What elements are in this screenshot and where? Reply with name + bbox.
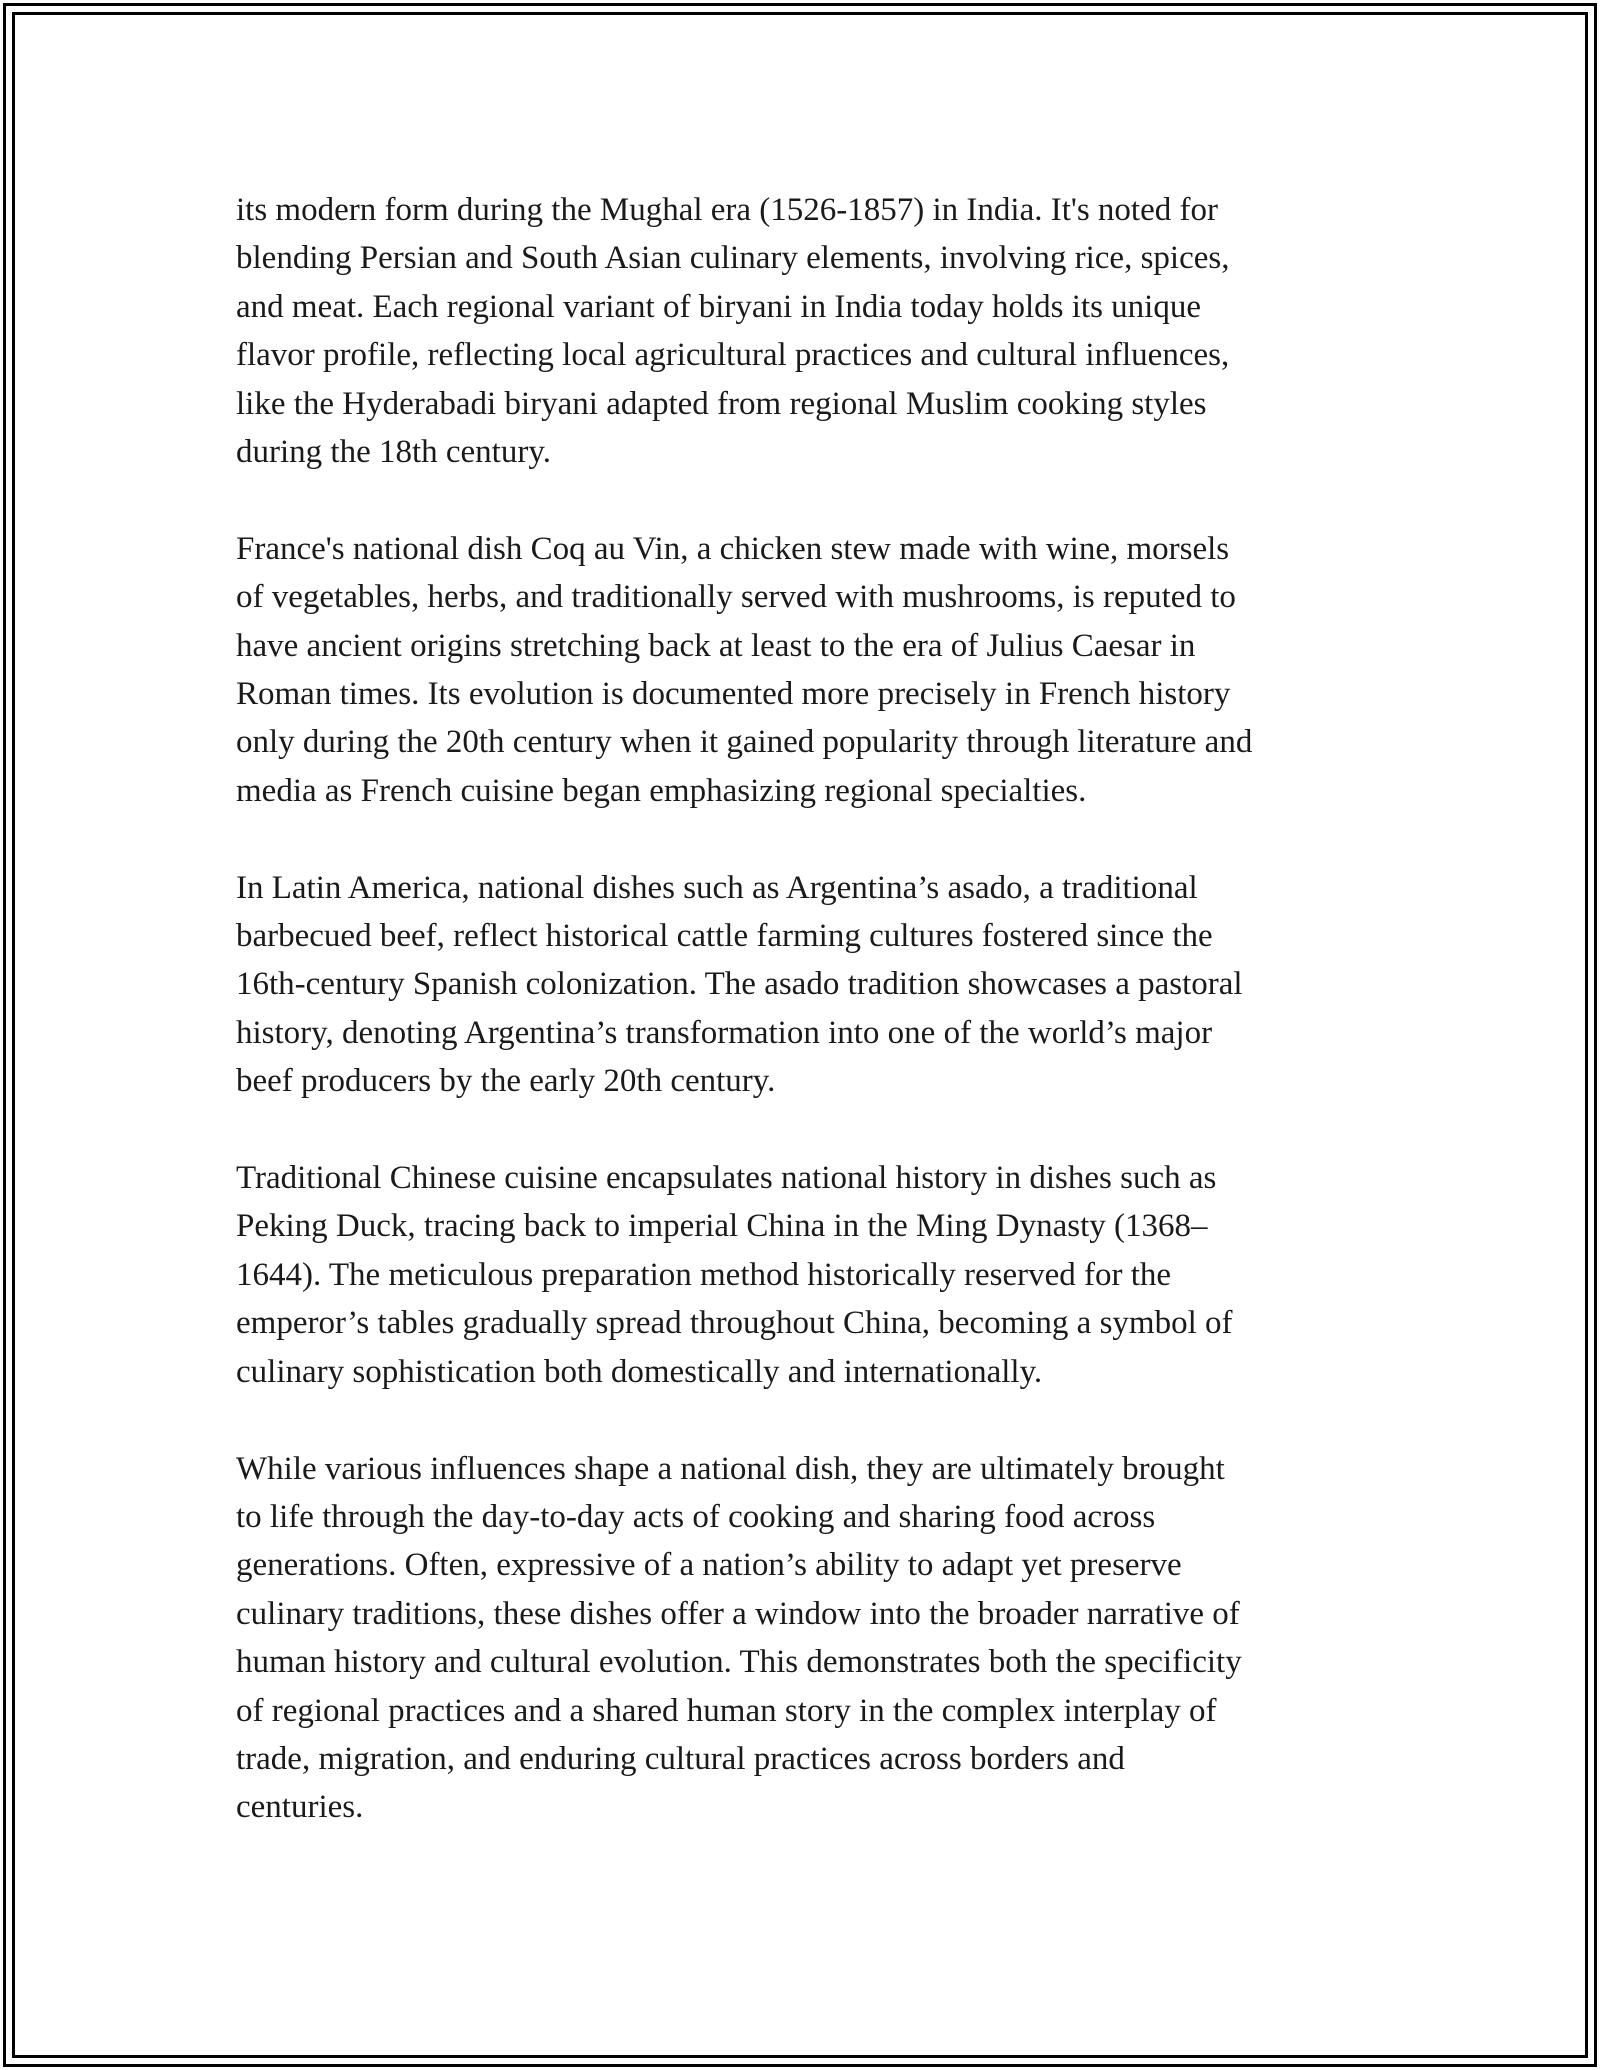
text-line: of vegetables, herbs, and traditionally served with mushrooms, is reputed to bbox=[236, 579, 1236, 616]
text-line: While various influences shape a national dish, they are ultimately brought bbox=[236, 1450, 1225, 1487]
text-line: blending Persian and South Asian culinary elements, involving rice, spices, bbox=[236, 240, 1230, 277]
text-line: of regional practices and a shared human story in the complex interplay of bbox=[236, 1692, 1217, 1729]
text-line: beef producers by the early 20th century. bbox=[236, 1063, 776, 1100]
text-line: flavor profile, reflecting local agricultural practices and cultural influences, bbox=[236, 337, 1230, 374]
paragraph bbox=[236, 186, 1386, 476]
text-line: emperor’s tables gradually spread throughout China, becoming a symbol of bbox=[236, 1305, 1233, 1342]
paragraph bbox=[236, 1445, 1386, 1832]
text-line: and meat. Each regional variant of biryani in India today holds its unique bbox=[236, 288, 1201, 325]
text-line: Peking Duck, tracing back to imperial China in the Ming Dynasty (1368– bbox=[236, 1208, 1208, 1245]
text-line: culinary sophistication both domestically and internationally. bbox=[236, 1353, 1043, 1390]
text-line: history, denoting Argentina’s transformation into one of the world’s major bbox=[236, 1014, 1213, 1051]
text-line: France's national dish Coq au Vin, a chicken stew made with wine, morsels bbox=[236, 530, 1230, 567]
paragraph bbox=[236, 525, 1386, 815]
text-line: trade, migration, and enduring cultural practices across borders and bbox=[236, 1740, 1125, 1777]
text-line: 1644). The meticulous preparation method historically reserved for the bbox=[236, 1256, 1172, 1293]
paragraph bbox=[236, 864, 1386, 1106]
text-line: barbecued beef, reflect historical cattle farming cultures fostered since the bbox=[236, 918, 1213, 955]
text-line: its modern form during the Mughal era (1526-1857) in India. It's noted for bbox=[236, 192, 1218, 228]
text-line: centuries. bbox=[236, 1789, 364, 1826]
text-line: during the 18th century. bbox=[236, 434, 551, 471]
text-line: 16th-century Spanish colonization. The asado tradition showcases a pastoral bbox=[236, 966, 1243, 1003]
paragraph bbox=[236, 1154, 1386, 1396]
text-line: have ancient origins stretching back at least to the era of Julius Caesar in bbox=[236, 627, 1196, 664]
text-line: In Latin America, national dishes such as Argentina’s asado, a traditional bbox=[236, 869, 1198, 906]
text-line: human history and cultural evolution. This demonstrates both the specificity bbox=[236, 1644, 1242, 1681]
document-body bbox=[236, 186, 1386, 1880]
text-line: culinary traditions, these dishes offer a window into the broader narrative of bbox=[236, 1595, 1240, 1632]
text-line: media as French cuisine began emphasizing regional specialties. bbox=[236, 772, 1087, 809]
text-line: to life through the day-to-day acts of cooking and sharing food across bbox=[236, 1498, 1156, 1535]
text-line: like the Hyderabadi biryani adapted from regional Muslim cooking styles bbox=[236, 385, 1207, 422]
text-line: generations. Often, expressive of a nation’s ability to adapt yet preserve bbox=[236, 1547, 1182, 1584]
text-line: Roman times. Its evolution is documented more precisely in French history bbox=[236, 676, 1231, 713]
text-line: Traditional Chinese cuisine encapsulates national history in dishes such as bbox=[236, 1160, 1217, 1197]
text-line: only during the 20th century when it gained popularity through literature and bbox=[236, 724, 1253, 761]
